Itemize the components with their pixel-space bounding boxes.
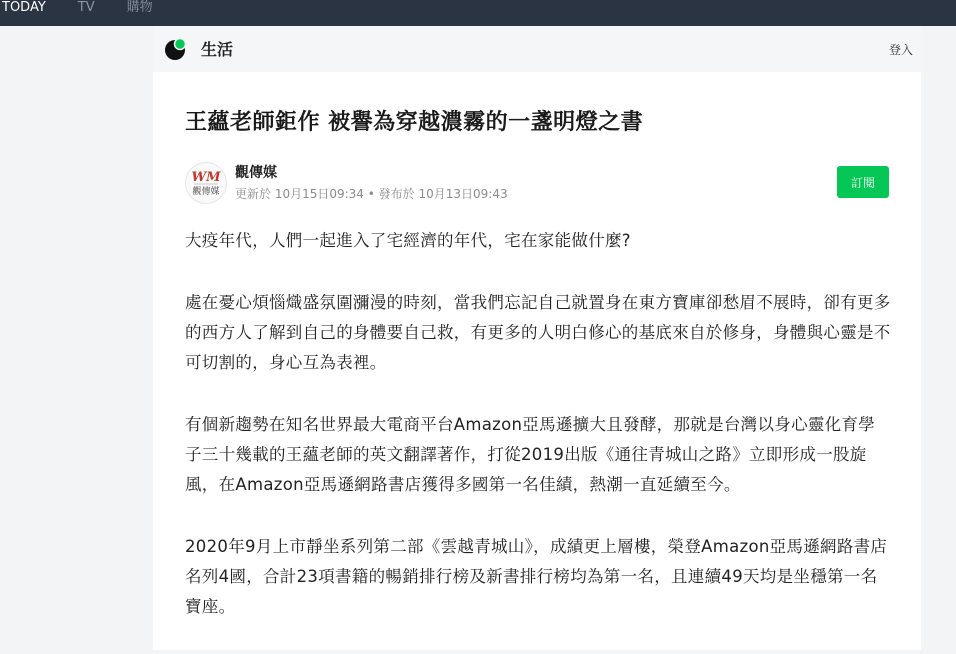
nav-tab-tv[interactable]: TV	[77, 0, 95, 15]
article-paragraph: 2020年9月上市靜坐系列第二部《雲越青城山》，成績更上層樓，榮登Amazon亞馬遜網路書店名列4國，合計23項書籍的暢銷排行榜及新書排行榜均為第一名，且連續49天均是坐穩第一名寶座。	[185, 537, 888, 616]
svg-text:觀傳媒: 觀傳媒	[192, 187, 220, 197]
author-avatar[interactable]	[185, 162, 227, 204]
top-navigation-bar	[0, 0, 956, 26]
section-title: 生活	[201, 40, 234, 59]
subscribe-button[interactable]: 訂閱	[837, 166, 889, 198]
article-title: 王蘊老師鉅作 被譽為穿越濃霧的一盞明燈之書	[185, 110, 644, 135]
svg-text:WM: WM	[191, 170, 221, 185]
line-today-logo-icon[interactable]	[165, 38, 187, 60]
nav-tab-today[interactable]: TODAY	[2, 0, 46, 15]
article-body	[185, 226, 891, 654]
article-paragraph: 大疫年代，人們一起進入了宅經濟的年代，宅在家能做什麼?	[185, 231, 631, 250]
published-time: 發布於 10月13日09:43	[378, 187, 508, 201]
article-paragraph: 處在憂心煩惱熾盛氛圍瀰漫的時刻，當我們忘記自己就置身在東方寶庫卻愁眉不展時，卻有更多的西方人了解到自己的身體要自己救，有更多的人明白修心的基底來自於修身，身體與心靈是不可切割的，身心互為表裡。	[185, 293, 891, 372]
article-timestamps	[235, 186, 508, 202]
login-link[interactable]: 登入	[888, 43, 913, 57]
meta-separator: •	[367, 187, 375, 201]
updated-time: 更新於 10月15日09:34	[235, 187, 364, 201]
section-header	[153, 26, 921, 72]
the-vista-media-logo	[186, 163, 226, 203]
author-name[interactable]: 觀傳媒	[235, 165, 277, 181]
article-card	[153, 26, 921, 650]
article-paragraph: 有個新趨勢在知名世界最大電商平台Amazon亞馬遜擴大且發酵，那就是台灣以身心靈化育學子三十幾載的王蘊老師的英文翻譯著作，打從2019出版《通往青城山之路》立即形成一股旋風，在Amazon亞馬遜網路書店獲得多國第一名佳績，熱潮一直延續至今。	[185, 415, 876, 494]
nav-tab-shopping[interactable]: 購物	[126, 0, 153, 15]
